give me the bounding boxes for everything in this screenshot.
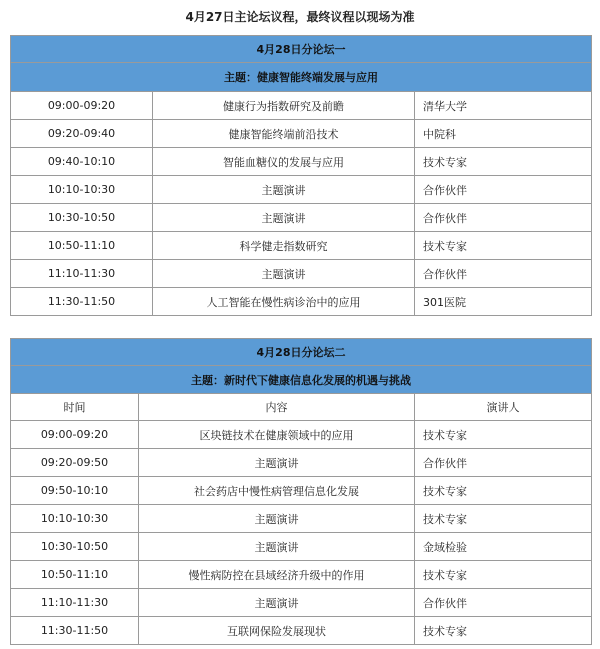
table-row (11, 176, 592, 204)
table-row (11, 505, 592, 533)
time-cell: 10:50-11:10 (11, 232, 153, 260)
time-cell: 09:40-10:10 (11, 148, 153, 176)
forum2-column-header (11, 394, 592, 421)
column-header-content: 内容 (139, 394, 415, 421)
table-row (11, 148, 592, 176)
time-cell: 10:30-10:50 (11, 204, 153, 232)
time-cell: 10:10-10:30 (11, 176, 153, 204)
time-cell: 09:00-09:20 (11, 421, 139, 449)
column-header-speaker: 演讲人 (415, 394, 592, 421)
table-row (11, 120, 592, 148)
speaker-cell: 中院科 (415, 120, 592, 148)
content-cell: 智能血糖仪的发展与应用 (153, 148, 415, 176)
forum1-title: 4月28日分论坛一 (11, 36, 592, 63)
content-cell: 主题演讲 (153, 176, 415, 204)
speaker-cell: 技术专家 (415, 505, 592, 533)
content-cell: 区块链技术在健康领域中的应用 (139, 421, 415, 449)
forum1-title-row (11, 36, 592, 63)
column-header-time: 时间 (11, 394, 139, 421)
page-title: 4月27日主论坛议程，最终议程以现场为准 (185, 10, 415, 24)
table-row (11, 421, 592, 449)
time-cell: 11:30-11:50 (11, 617, 139, 645)
forum2-title: 4月28日分论坛二 (11, 339, 592, 366)
content-cell: 科学健走指数研究 (153, 232, 415, 260)
content-cell: 主题演讲 (153, 204, 415, 232)
speaker-cell: 技术专家 (415, 561, 592, 589)
speaker-cell: 合作伙伴 (415, 204, 592, 232)
table-row (11, 288, 592, 316)
content-cell: 互联网保险发展现状 (139, 617, 415, 645)
content-cell: 社会药店中慢性病管理信息化发展 (139, 477, 415, 505)
content-cell: 主题演讲 (139, 589, 415, 617)
speaker-cell: 合作伙伴 (415, 589, 592, 617)
table-row (11, 477, 592, 505)
content-cell: 主题演讲 (139, 449, 415, 477)
speaker-cell: 合作伙伴 (415, 449, 592, 477)
forum1-theme-row (11, 63, 592, 92)
time-cell: 09:20-09:50 (11, 449, 139, 477)
speaker-cell: 技术专家 (415, 421, 592, 449)
forum2-theme-row (11, 366, 592, 394)
speaker-cell: 合作伙伴 (415, 260, 592, 288)
time-cell: 10:30-10:50 (11, 533, 139, 561)
time-cell: 11:10-11:30 (11, 260, 153, 288)
table-row (11, 232, 592, 260)
content-cell: 主题演讲 (139, 505, 415, 533)
speaker-cell: 技术专家 (415, 617, 592, 645)
table-row (11, 449, 592, 477)
table-row (11, 589, 592, 617)
table-row (11, 561, 592, 589)
time-cell: 11:30-11:50 (11, 288, 153, 316)
time-cell: 09:50-10:10 (11, 477, 139, 505)
forum1-table (10, 35, 592, 316)
time-cell: 09:00-09:20 (11, 92, 153, 120)
content-cell: 健康行为指数研究及前瞻 (153, 92, 415, 120)
content-cell: 慢性病防控在县域经济升级中的作用 (139, 561, 415, 589)
table-row (11, 260, 592, 288)
speaker-cell: 301医院 (415, 288, 592, 316)
speaker-cell: 清华大学 (415, 92, 592, 120)
table-row (11, 617, 592, 645)
time-cell: 09:20-09:40 (11, 120, 153, 148)
time-cell: 10:10-10:30 (11, 505, 139, 533)
table-row (11, 92, 592, 120)
time-cell: 11:10-11:30 (11, 589, 139, 617)
speaker-cell: 技术专家 (415, 232, 592, 260)
table-row (11, 204, 592, 232)
content-cell: 健康智能终端前沿技术 (153, 120, 415, 148)
speaker-cell: 金域检验 (415, 533, 592, 561)
speaker-cell: 技术专家 (415, 148, 592, 176)
content-cell: 主题演讲 (139, 533, 415, 561)
content-cell: 人工智能在慢性病诊治中的应用 (153, 288, 415, 316)
speaker-cell: 合作伙伴 (415, 176, 592, 204)
content-cell: 主题演讲 (153, 260, 415, 288)
table-row (11, 533, 592, 561)
forum2-table (10, 338, 592, 645)
speaker-cell: 技术专家 (415, 477, 592, 505)
forum1-theme: 主题：健康智能终端发展与应用 (11, 63, 592, 92)
forum2-theme: 主题：新时代下健康信息化发展的机遇与挑战 (11, 366, 592, 394)
forum2-title-row (11, 339, 592, 366)
time-cell: 10:50-11:10 (11, 561, 139, 589)
